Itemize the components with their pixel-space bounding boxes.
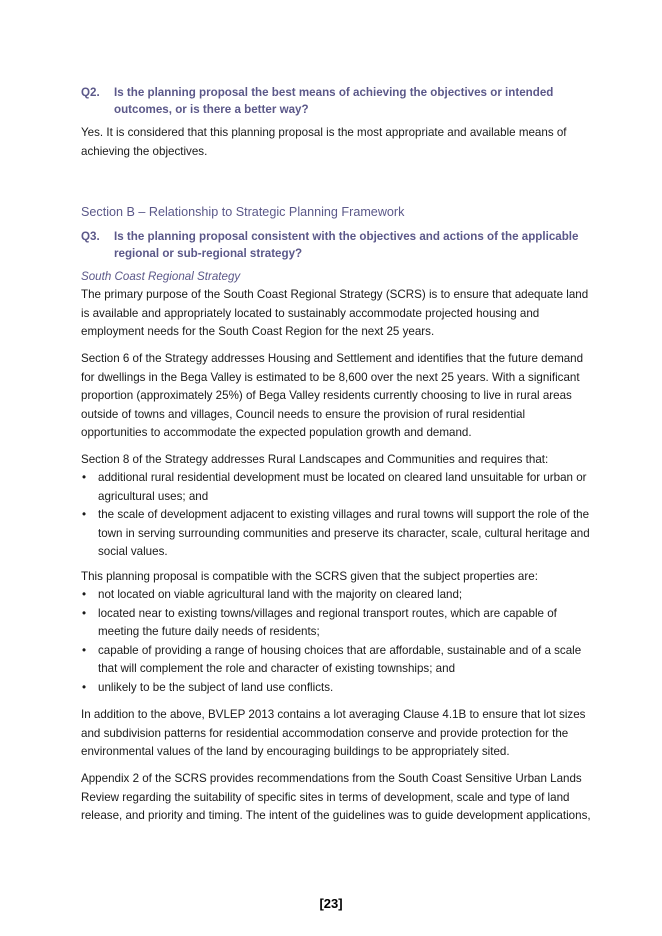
bullet-icon: • bbox=[82, 606, 87, 620]
bullet-list bbox=[81, 469, 591, 562]
list-item bbox=[81, 642, 591, 679]
list-item-text: the scale of development adjacent to existing villages and rural towns will support the role of the town in serving surrounding communities and preserve its character, scale, cultural heritage and social values. bbox=[98, 508, 590, 559]
list-item bbox=[81, 605, 591, 642]
bullet-icon: • bbox=[82, 588, 87, 601]
paragraph: Section 8 of the Strategy addresses Rural Landscapes and Communities and requires that: bbox=[81, 453, 549, 466]
question-number: Q3. bbox=[81, 230, 100, 243]
list-item-text: unlikely to be the subject of land use conflicts. bbox=[98, 680, 334, 694]
list-item-text: located near to existing towns/villages and regional transport routes, which are capable of meeting the future daily needs of residents; bbox=[98, 606, 557, 639]
bullet-icon: • bbox=[82, 680, 87, 694]
question-text: Is the planning proposal the best means of achieving the objectives or intended outcomes, or is there a better way? bbox=[114, 86, 554, 116]
question-text: Is the planning proposal consistent with the objectives and actions of the applicable regional or sub-regional strategy? bbox=[114, 230, 579, 260]
paragraph: The primary purpose of the South Coast Regional Strategy (SCRS) is to ensure that adequate land is available and appropriately located to sustainably accommodate projected housing and employment needs for the South Coast Region for the next 25 years. bbox=[81, 288, 589, 339]
bullet-icon: • bbox=[82, 471, 87, 484]
paragraph: This planning proposal is compatible with the SCRS given that the subject properties are: bbox=[81, 570, 538, 583]
question-q2 bbox=[81, 84, 591, 118]
q2-answer: Yes. It is considered that this planning proposal is the most appropriate and available means of achieving the objectives. bbox=[81, 126, 567, 158]
paragraph: In addition to the above, BVLEP 2013 contains a lot averaging Clause 4.1B to ensure that lot sizes and subdivision patterns for residential accommodation conserve and provide protection for the environmental values of the land by encouraging buildings to be appropriately sited. bbox=[81, 708, 586, 759]
list-item-text: additional rural residential development must be located on cleared land unsuitable for urban or agricultural uses; and bbox=[98, 471, 587, 503]
list-item bbox=[81, 679, 591, 698]
list-item-text: not located on viable agricultural land with the majority on cleared land; bbox=[98, 588, 463, 601]
bullet-icon: • bbox=[82, 643, 87, 657]
subheading: South Coast Regional Strategy bbox=[81, 270, 241, 283]
list-item bbox=[81, 586, 591, 605]
page-number: [23] bbox=[319, 896, 343, 911]
section-heading: Section B – Relationship to Strategic Planning Framework bbox=[81, 205, 405, 219]
bullet-icon: • bbox=[82, 508, 87, 522]
list-item bbox=[81, 506, 591, 562]
paragraph: Appendix 2 of the SCRS provides recommendations from the South Coast Sensitive Urban Lands Review regarding the suitability of specific sites in terms of development, scale and type of land release, and priority and timing. The intent of the guidelines was to guide development applications, bbox=[81, 772, 591, 823]
bullet-list bbox=[81, 586, 591, 698]
question-q3 bbox=[81, 228, 591, 262]
list-item-text: capable of providing a range of housing choices that are affordable, sustainable and of a scale that will complement the role and character of existing townships; and bbox=[98, 643, 582, 676]
paragraph: Section 6 of the Strategy addresses Housing and Settlement and identifies that the future demand for dwellings in the Bega Valley is estimated to be 8,600 over the next 25 years. With a significant proportion (approximately 25%) of Bega Valley residents currently choosing to live in rural areas outside of towns and villages, Council needs to ensure the provision of rural residential opportunities to accommodate the expected population growth and demand. bbox=[81, 352, 584, 440]
list-item bbox=[81, 469, 591, 506]
question-number: Q2. bbox=[81, 86, 100, 99]
